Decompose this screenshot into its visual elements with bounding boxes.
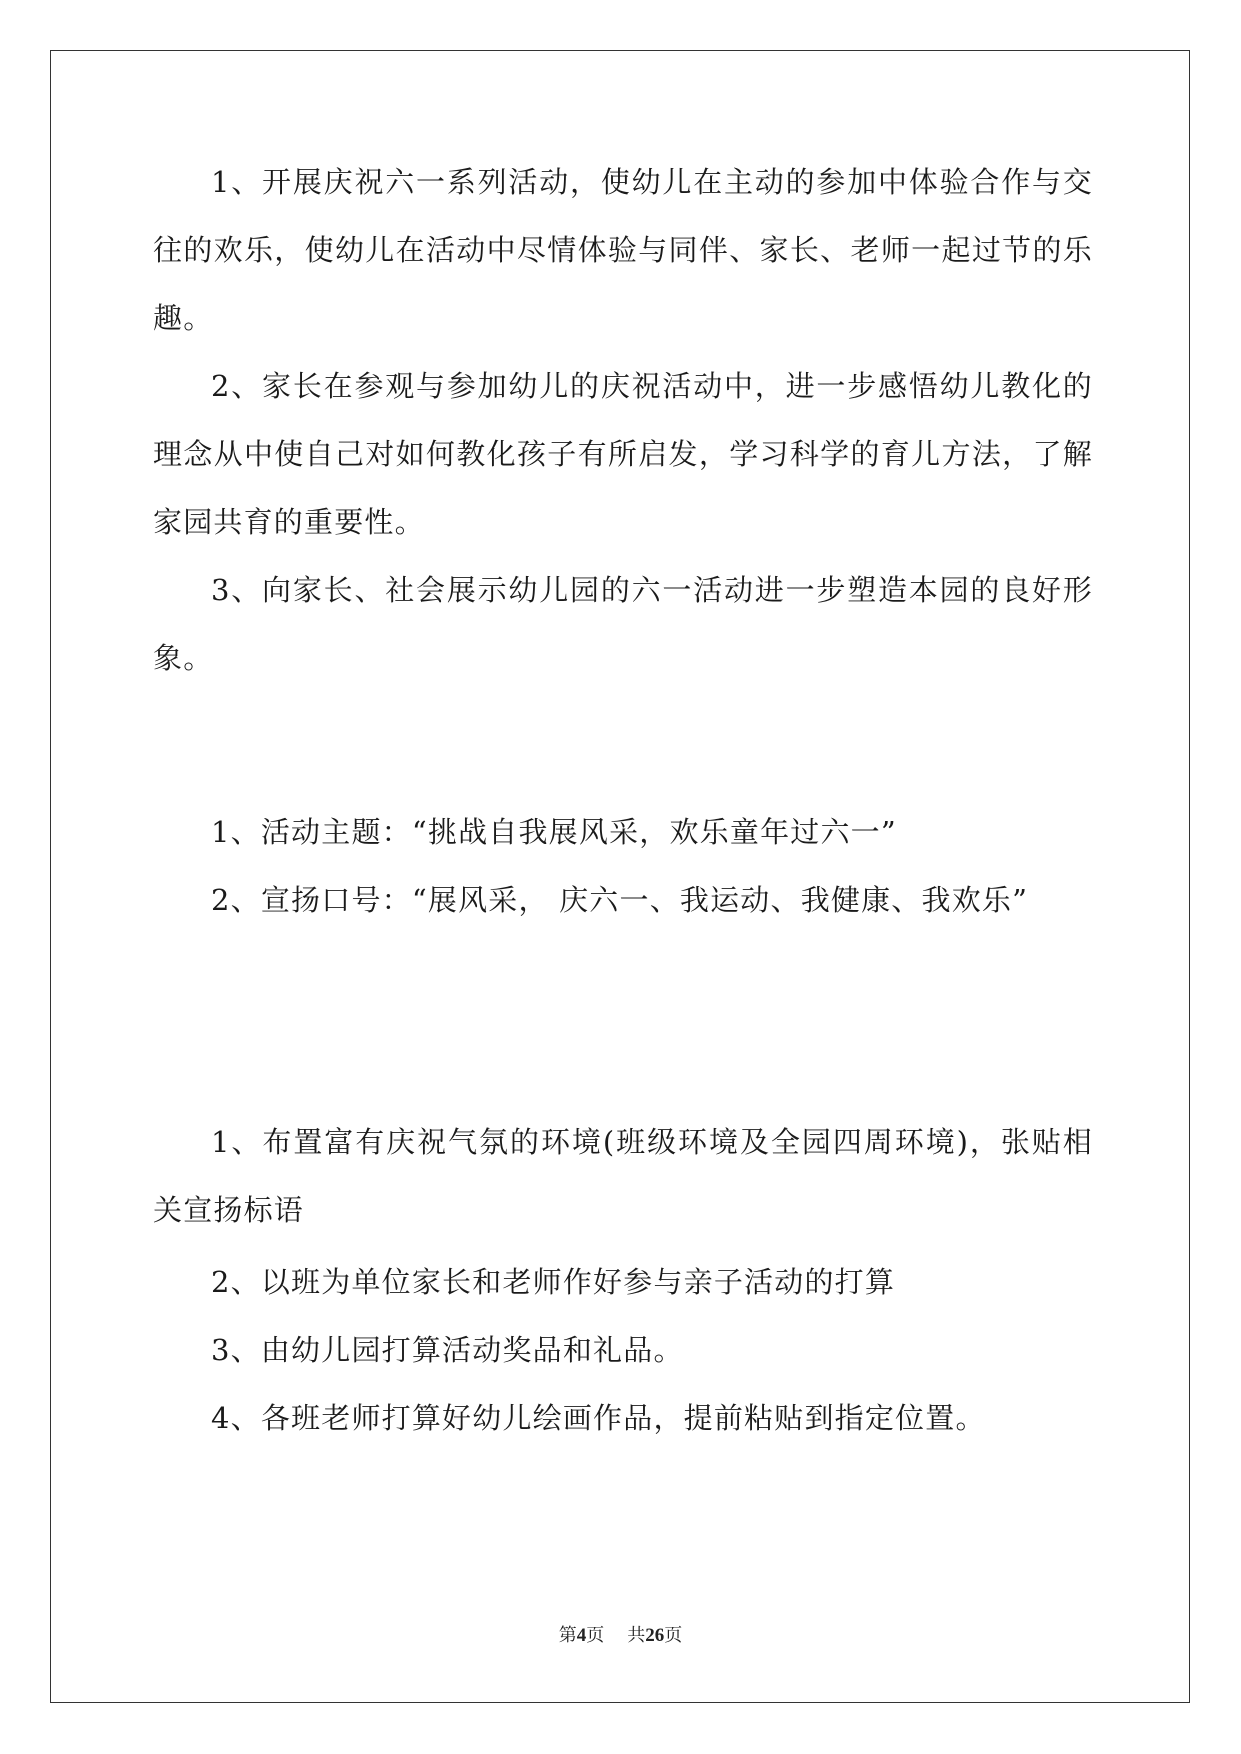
footer-total-suffix: 页	[664, 1625, 683, 1646]
page-footer	[0, 1621, 1241, 1647]
current-page-number: 4	[576, 1625, 587, 1646]
paragraph-2: 2、家长在参观与参加幼儿的庆祝活动中，进一步感悟幼儿教化的理念从中使自己对如何教化孩子有所启发，学习科学的育儿方法，了解家园共育的重要性。	[153, 369, 1093, 539]
paragraph-3: 3、向家长、社会展示幼儿园的六一活动进一步塑造本园的良好形象。	[153, 573, 1093, 675]
footer-prefix: 第	[558, 1625, 577, 1646]
footer-page-word: 页	[586, 1625, 605, 1646]
paragraph-9: 4、各班老师打算好幼儿绘画作品，提前粘贴到指定位置。	[211, 1401, 986, 1435]
footer-total-prefix: 共	[627, 1625, 646, 1646]
paragraph-5: 2、宣扬口号：“展风采， 庆六一、我运动、我健康、我欢乐”	[211, 883, 1029, 917]
paragraph-7: 2、以班为单位家长和老师作好参与亲子活动的打算	[211, 1265, 896, 1299]
paragraph-6: 1、布置富有庆祝气氛的环境(班级环境及全园四周环境)，张贴相关宣扬标语	[153, 1125, 1093, 1227]
paragraph-1: 1、开展庆祝六一系列活动，使幼儿在主动的参加中体验合作与交往的欢乐，使幼儿在活动中尽情体验与同伴、家长、老师一起过节的乐趣。	[153, 165, 1093, 335]
total-pages-number: 26	[645, 1625, 665, 1646]
paragraph-8: 3、由幼儿园打算活动奖品和礼品。	[211, 1333, 684, 1367]
paragraph-4: 1、活动主题：“挑战自我展风采，欢乐童年过六一”	[211, 815, 897, 849]
